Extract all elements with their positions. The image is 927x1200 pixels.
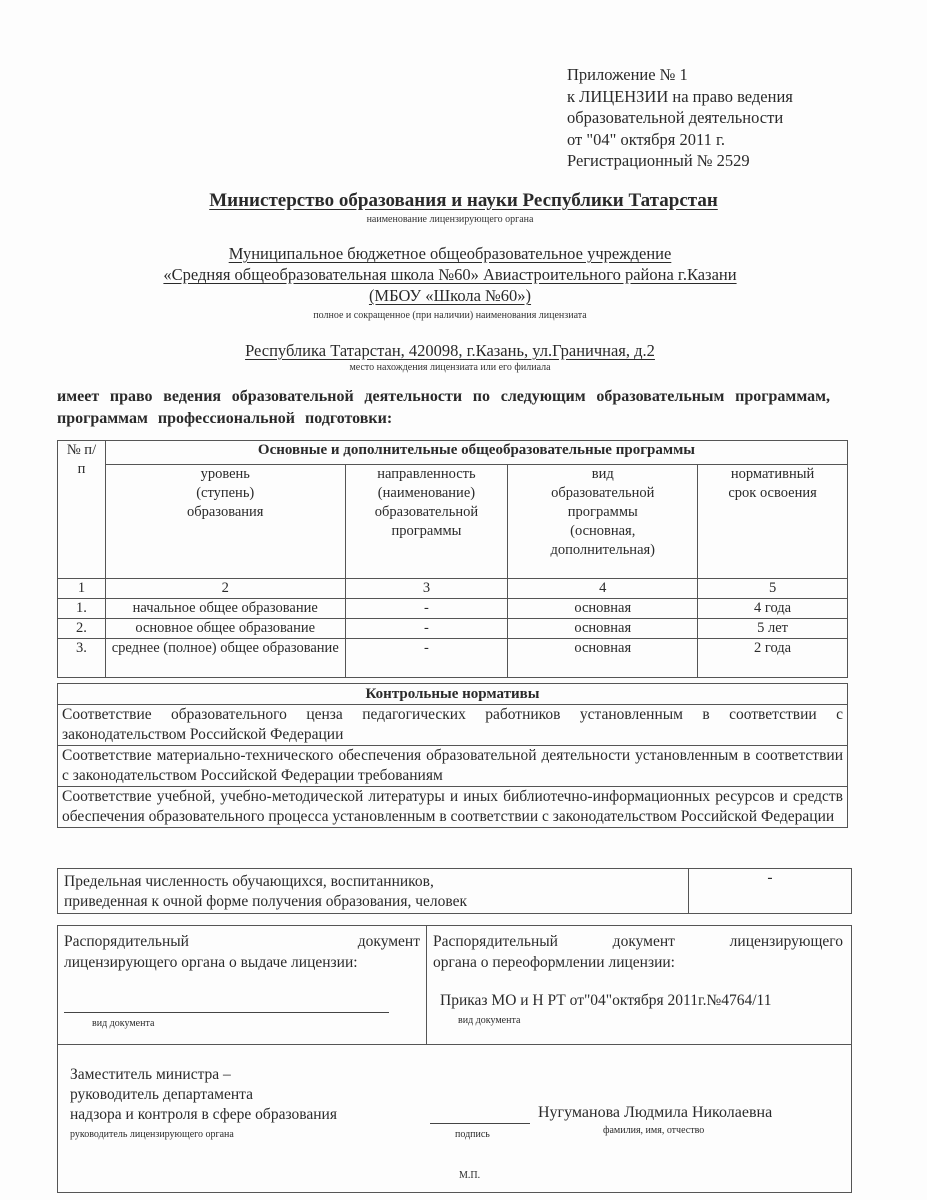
issue-label-line1: Распорядительный документ <box>64 933 420 950</box>
header-focus <box>345 464 508 578</box>
index-cell: 1 <box>58 579 106 599</box>
row-kind: основная <box>508 599 698 619</box>
index-cell: 2 <box>105 579 345 599</box>
row-kind: основная <box>508 619 698 639</box>
student-limit-box <box>57 868 852 914</box>
signature-line <box>430 1123 530 1124</box>
header-group: Основные и дополнительные общеобразовательные программы <box>105 441 847 465</box>
header-line: дополнительная) <box>550 541 656 558</box>
signatory-name: Нугуманова Людмила Николаевна <box>538 1104 773 1121</box>
row-level: среднее (полное) общее образование <box>105 639 345 678</box>
appendix-line: от "04" октября 2011 г. <box>567 129 725 149</box>
role-line: руководитель департамента <box>70 1086 253 1103</box>
documents-box <box>57 925 852 1193</box>
index-row <box>58 579 848 599</box>
role-line: надзора и контроля в сфере образования <box>70 1106 337 1123</box>
signatory-role <box>70 1065 337 1145</box>
divider-horizontal <box>58 1044 851 1045</box>
reissue-label-line2: органа о переоформлении лицензии: <box>433 954 675 971</box>
stamp-mark: М.П. <box>459 1170 481 1181</box>
header-num-text: № п/п <box>66 442 97 477</box>
table-row <box>58 599 848 619</box>
licensee-line: (МБОУ «Школа №60») <box>368 286 532 305</box>
issue-doc-line <box>64 1012 389 1013</box>
name-caption: фамилия, имя, отчество <box>603 1125 705 1136</box>
appendix-line: Приложение № 1 <box>567 65 688 84</box>
role-line: Заместитель министра – <box>70 1066 231 1083</box>
control-norms-table <box>57 683 848 828</box>
programs-table <box>57 440 848 678</box>
licensor-caption: наименование лицензирующего органа <box>366 214 534 225</box>
student-limit-label <box>64 872 674 912</box>
label-line: приведенная к очной форме получения образования, человек <box>64 893 468 910</box>
row-focus: - <box>345 639 508 678</box>
row-term: 2 года <box>698 639 848 678</box>
licensee-name <box>0 243 900 306</box>
row-num: 2. <box>58 619 106 639</box>
table-row <box>58 619 848 639</box>
signature-caption: подпись <box>455 1129 490 1140</box>
licensee-line: Муниципальное бюджетное общеобразовательное учреждение <box>228 244 672 263</box>
header-kind <box>508 464 698 578</box>
header-line: нормативный <box>730 465 815 482</box>
label-line: Предельная численность обучающихся, воспитанников, <box>64 873 434 890</box>
header-line: программы <box>391 522 462 539</box>
appendix-line: образовательной деятельности <box>567 108 784 127</box>
control-norm-item: Соответствие материально-технического обеспечения образовательной деятельности установленным в соответствии с законодательством Российской Федерации требованиям <box>58 746 848 787</box>
reissue-order: Приказ МО и Н РТ от"04"октября 2011г.№4764/11 <box>440 992 772 1009</box>
licensee-address: Республика Татарстан, 420098, г.Казань, ул.Граничная, д.2 <box>245 341 655 360</box>
header-line: направленность <box>377 465 476 482</box>
row-focus: - <box>345 619 508 639</box>
appendix-line: к ЛИЦЕНЗИИ на право ведения <box>567 86 793 106</box>
reissue-label-line1: Распорядительный документ лицензирующего <box>433 933 843 950</box>
index-cell: 3 <box>345 579 508 599</box>
header-num <box>58 441 106 579</box>
role-caption: руководитель лицензирующего органа <box>70 1129 234 1140</box>
index-cell: 5 <box>698 579 848 599</box>
header-line: образовательной <box>551 484 655 501</box>
header-line: образовательной <box>374 503 479 520</box>
header-line: срок освоения <box>728 484 817 501</box>
row-term: 5 лет <box>698 619 848 639</box>
control-norm-item: Соответствие учебной, учебно-методической литературы и иных библиотечно-информационных ресурсов и средств обеспечения образовательного процесса установленным в соответствии с законодательством Российской Федерации <box>58 787 848 828</box>
appendix-header <box>567 64 793 172</box>
row-num: 3. <box>58 639 106 678</box>
header-line: программы <box>567 503 638 520</box>
control-norm-item: Соответствие образовательного ценза педагогических работников установленным в соответствии с законодательством Российской Федерации <box>58 705 848 746</box>
divider-vertical <box>426 926 427 1044</box>
licensee-caption: полное и сокращенное (при наличии) наименования лицензиата <box>313 310 587 321</box>
row-focus: - <box>345 599 508 619</box>
appendix-line: Регистрационный № 2529 <box>567 151 750 170</box>
rights-statement: имеет право ведения образовательной деятельности по следующим образовательным программам, программам профессиональной подготовки: <box>57 388 830 427</box>
header-line: уровень <box>200 465 250 482</box>
row-level: начальное общее образование <box>105 599 345 619</box>
issue-label-line2: лицензирующего органа о выдаче лицензии: <box>64 954 358 971</box>
header-line: (ступень) <box>196 484 255 501</box>
address-caption: место нахождения лицензиата или его филиала <box>349 362 551 373</box>
row-kind: основная <box>508 639 698 678</box>
reissue-caption: вид документа <box>458 1015 521 1026</box>
header-term <box>698 464 848 578</box>
header-level <box>105 464 345 578</box>
row-num: 1. <box>58 599 106 619</box>
licensee-line: «Средняя общеобразовательная школа №60» Авиастроительного района г.Казани <box>163 265 737 284</box>
row-term: 4 года <box>698 599 848 619</box>
index-cell: 4 <box>508 579 698 599</box>
header-line: (наименование) <box>377 484 476 501</box>
row-level: основное общее образование <box>105 619 345 639</box>
student-limit-value: - <box>688 869 851 913</box>
control-norms-title: Контрольные нормативы <box>58 684 848 705</box>
header-line: образования <box>186 503 264 520</box>
licensor-name: Министерство образования и науки Республики Татарстан <box>209 190 718 211</box>
header-line: (основная, <box>570 522 636 539</box>
table-row <box>58 639 848 678</box>
issue-caption: вид документа <box>92 1018 155 1029</box>
header-line: вид <box>591 465 614 482</box>
